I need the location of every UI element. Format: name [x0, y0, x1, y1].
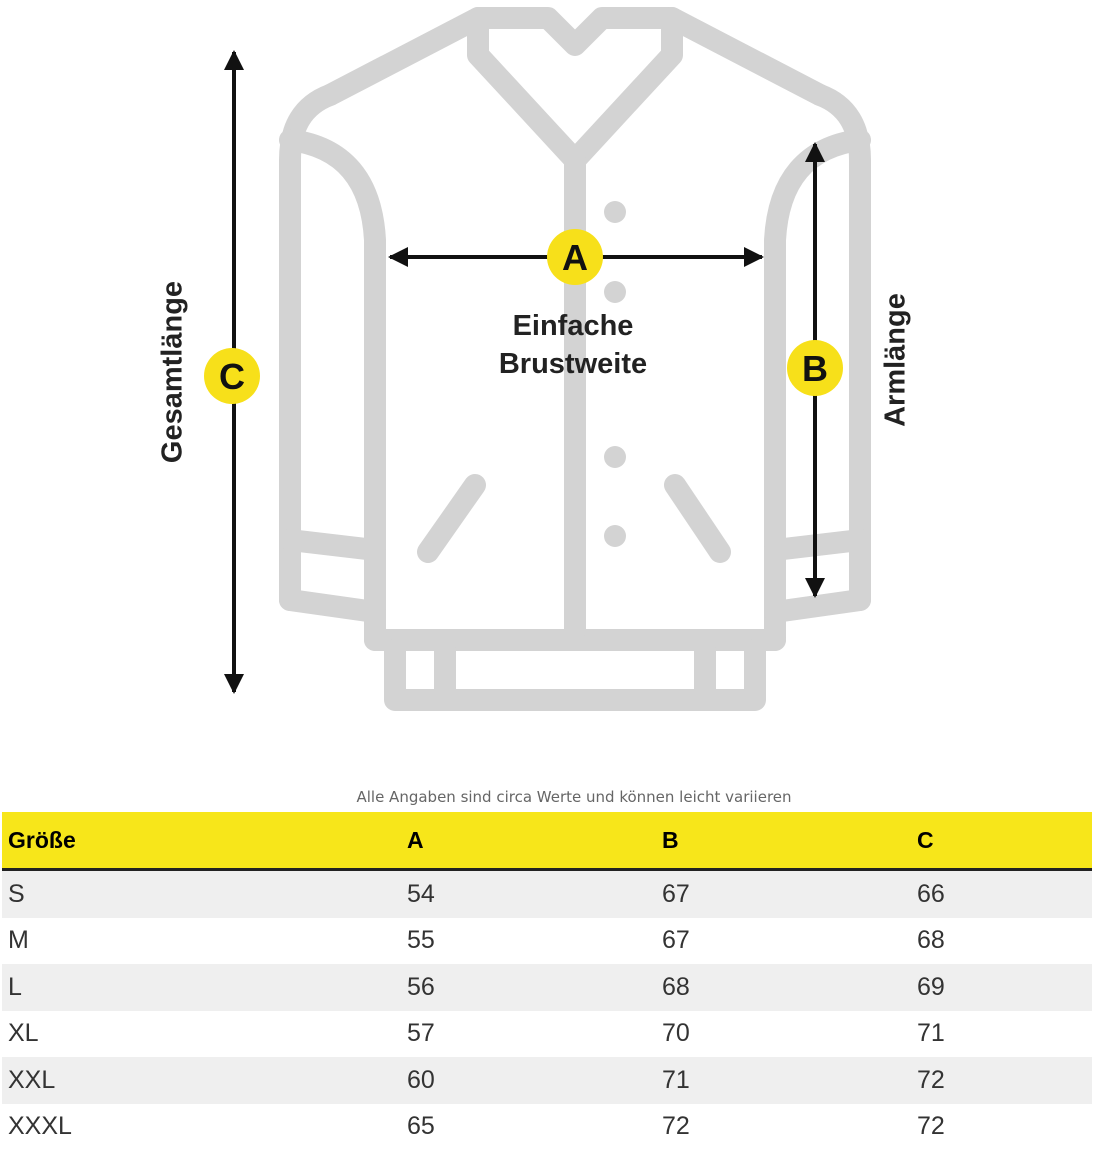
- table-row: [2, 964, 1092, 1011]
- badge-b: [787, 340, 843, 396]
- cell-c: 66: [911, 870, 1092, 918]
- cell-size: XXXL: [2, 1104, 401, 1150]
- size-table-header: [2, 812, 1092, 870]
- badge-b-label: B: [802, 348, 828, 389]
- header-size: Größe: [2, 812, 401, 870]
- cell-c: 72: [911, 1104, 1092, 1150]
- cell-b: 68: [656, 964, 911, 1011]
- cell-b: 67: [656, 870, 911, 918]
- cell-b: 67: [656, 918, 911, 965]
- cell-a: 60: [401, 1057, 656, 1104]
- cell-b: 70: [656, 1011, 911, 1058]
- cell-a: 57: [401, 1011, 656, 1058]
- badge-c-label: C: [219, 356, 245, 397]
- total-length-label: Gesamtlänge: [157, 281, 189, 463]
- cell-size: M: [2, 918, 401, 965]
- table-row: [2, 918, 1092, 965]
- cell-c: 71: [911, 1011, 1092, 1058]
- chest-width-label-line2: Brustweite: [499, 348, 647, 380]
- table-row: [2, 870, 1092, 918]
- badge-a-label: A: [562, 237, 588, 278]
- cell-c: 69: [911, 964, 1092, 1011]
- cell-size: XL: [2, 1011, 401, 1058]
- cell-c: 68: [911, 918, 1092, 965]
- cell-a: 56: [401, 964, 656, 1011]
- header-b: B: [656, 812, 911, 870]
- table-row: [2, 1057, 1092, 1104]
- cell-a: 65: [401, 1104, 656, 1150]
- table-row: [2, 1104, 1092, 1150]
- header-a: A: [401, 812, 656, 870]
- cell-a: 54: [401, 870, 656, 918]
- size-note: Alle Angaben sind circa Werte und können leicht variieren: [0, 788, 1094, 806]
- cell-c: 72: [911, 1057, 1092, 1104]
- cell-size: XXL: [2, 1057, 401, 1104]
- size-table: [2, 812, 1092, 1150]
- chest-width-label-line1: Einfache: [513, 310, 634, 342]
- badge-c: [204, 348, 260, 404]
- table-row: [2, 1011, 1092, 1058]
- cell-a: 55: [401, 918, 656, 965]
- header-c: C: [911, 812, 1092, 870]
- cell-b: 72: [656, 1104, 911, 1150]
- sleeve-length-label: Armlänge: [880, 293, 912, 427]
- cell-b: 71: [656, 1057, 911, 1104]
- badge-a: [547, 229, 603, 285]
- cell-size: S: [2, 870, 401, 918]
- cell-size: L: [2, 964, 401, 1011]
